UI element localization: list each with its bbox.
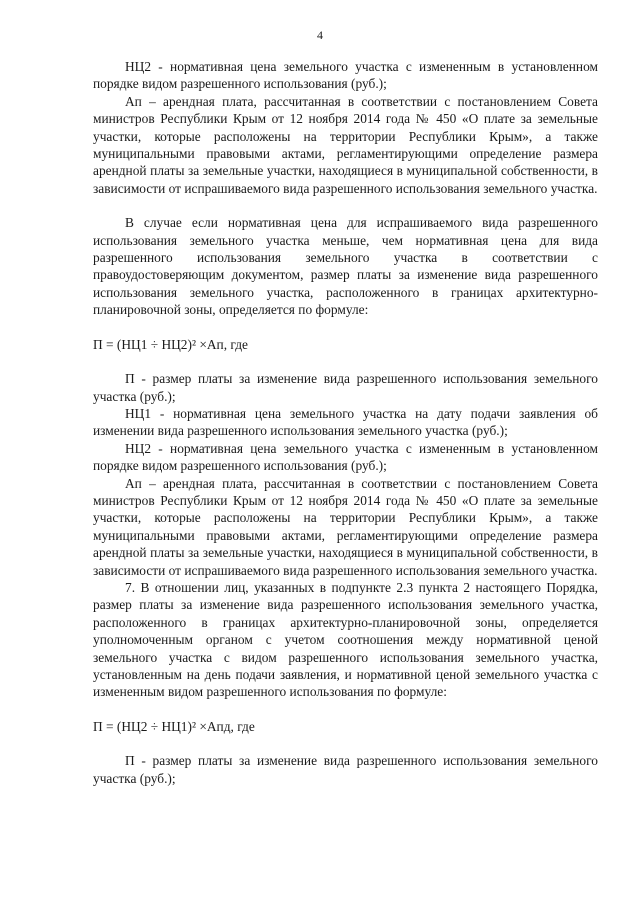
spacer [93, 319, 598, 336]
definition-nc2-repeat: НЦ2 - нормативная цена земельного участка с измененным в установленном порядке видом разрешенного использования (руб.); [93, 440, 598, 474]
page-content [93, 58, 598, 787]
spacer [93, 197, 598, 214]
definition-nc2: НЦ2 - нормативная цена земельного участка с измененным в установленном порядке видом разрешенного использования (руб.); [93, 59, 598, 92]
definition-p: П - размер платы за изменение вида разрешенного использования земельного участка (руб.); [93, 371, 598, 404]
spacer [93, 701, 598, 718]
definition-ap-repeat: Ап – арендная плата, рассчитанная в соответствии с постановлением Совета министров Республики Крым от 12 ноября 2014 года № 450 «О плате за земельные участки, которые расположены на территории Республики Крым», а также муниципальными правовыми актами, регламентирующими определение размера арендной платы за земельные участки, находящиеся в муниципальной собственности, в зависимости от испрашиваемого вида разрешенного использования земельного участка. [93, 475, 598, 578]
spacer [93, 735, 598, 752]
definition-ap: Ап – арендная плата, рассчитанная в соответствии с постановлением Совета министров Республики Крым от 12 ноября 2014 года № 450 «О плате за земельные участки, которые расположены на территории Республики Крым», а также муниципальными правовыми актами, регламентирующими определение размера арендной платы за земельные участки, находящиеся в муниципальной собственности, в зависимости от испрашиваемого вида разрешенного использования земельного участка. [93, 93, 598, 196]
definition-nc1: НЦ1 - нормативная цена земельного участка на дату подачи заявления об изменении вида разрешенного использования земельного участка (руб.); [93, 405, 598, 439]
spacer [93, 353, 598, 370]
page-number: 4 [317, 28, 323, 42]
paragraph-item-7: 7. В отношении лиц, указанных в подпункте 2.3 пункта 2 настоящего Порядка, размер платы за изменение вида разрешенного использования земельного участка, расположенного в границах архитектурно-планировочной зоны, определяется уполномоченным органом с учетом соотношения между нормативной ценой земельного участка с видом разрешенного использования земельного участка, установленным на день подачи заявления, и нормативной ценой земельного участка с измененным видом разрешенного использования по формуле: [93, 579, 598, 700]
definition-p-repeat: П - размер платы за изменение вида разрешенного использования земельного участка (руб.); [93, 753, 598, 786]
formula-2: П = (НЦ2 ÷ НЦ1)² ×Апд, где [93, 718, 255, 734]
paragraph-lower-price-case: В случае если нормативная цена для испрашиваемого вида разрешенного использования земельного участка меньше, чем нормативная цена для вида разрешенного использования земельного участка в соответствии с правоудостоверяющим документом, размер платы за изменение вида разрешенного использования земельного участка, расположенного в границах архитектурно-планировочной зоны, определяется по формуле: [93, 215, 598, 318]
formula-1: П = (НЦ1 ÷ НЦ2)² ×Ап, где [93, 336, 248, 352]
